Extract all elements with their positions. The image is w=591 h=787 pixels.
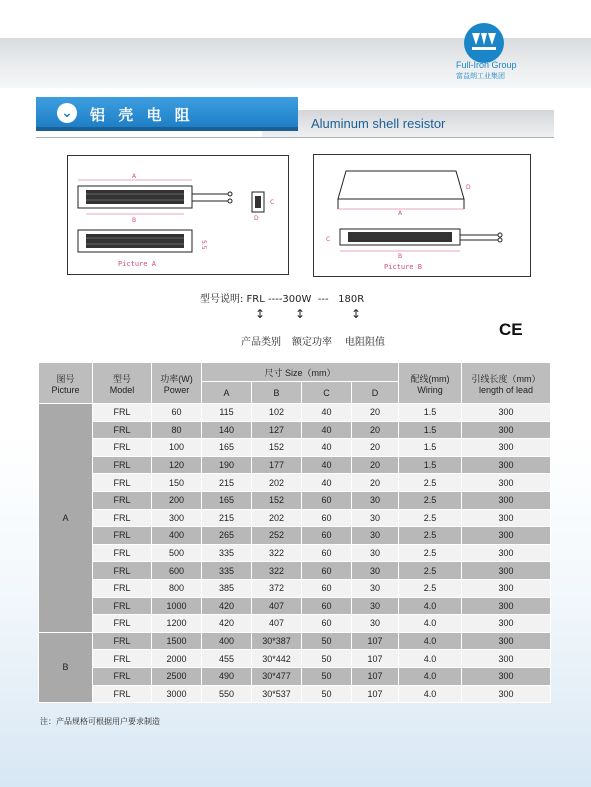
table-row bbox=[39, 404, 551, 422]
table-cell: 4.0 bbox=[399, 632, 462, 650]
table-cell: 335 bbox=[202, 562, 252, 580]
table-cell: 40 bbox=[302, 439, 352, 457]
table-cell: 300 bbox=[462, 404, 551, 422]
table-cell: FRL bbox=[93, 562, 152, 580]
table-cell: 40 bbox=[302, 474, 352, 492]
table-cell: 107 bbox=[352, 667, 399, 685]
table-cell: 165 bbox=[202, 439, 252, 457]
table-cell: 2500 bbox=[152, 667, 202, 685]
table-cell: 107 bbox=[352, 650, 399, 668]
label-rated-power: 额定功率 bbox=[292, 337, 332, 348]
figure-picture-a bbox=[67, 155, 289, 275]
table-cell: 4.0 bbox=[399, 685, 462, 703]
table-cell: 2.5 bbox=[399, 544, 462, 562]
table-cell: 420 bbox=[202, 615, 252, 633]
table-cell: 115 bbox=[202, 404, 252, 422]
table-cell: 300 bbox=[462, 527, 551, 545]
table-cell: FRL bbox=[93, 509, 152, 527]
table-cell: FRL bbox=[93, 632, 152, 650]
table-cell: 150 bbox=[152, 474, 202, 492]
dim-label: B bbox=[398, 253, 403, 260]
table-cell: 2000 bbox=[152, 650, 202, 668]
table-cell: 30 bbox=[352, 597, 399, 615]
table-cell: 322 bbox=[252, 562, 302, 580]
table-cell: 400 bbox=[202, 632, 252, 650]
table-row bbox=[39, 667, 551, 685]
table-cell: 500 bbox=[152, 544, 202, 562]
dim-label: C bbox=[270, 199, 275, 206]
table-cell: 40 bbox=[302, 421, 352, 439]
table-cell: 102 bbox=[252, 404, 302, 422]
brand-name-cn: 富益朗工业集团 bbox=[456, 72, 505, 80]
model-code-line: 型号说明: FRL ----300W --- 180R bbox=[200, 294, 365, 305]
table-cell: 20 bbox=[352, 439, 399, 457]
table-cell: 100 bbox=[152, 439, 202, 457]
header-model: 型号 Model bbox=[93, 363, 152, 404]
dim-label: A bbox=[398, 210, 403, 217]
dim-label: D bbox=[466, 184, 471, 191]
spec-table-body bbox=[39, 404, 551, 703]
table-cell: 30*477 bbox=[252, 667, 302, 685]
table-cell: 30 bbox=[352, 527, 399, 545]
table-cell: 190 bbox=[202, 456, 252, 474]
brand-name-en: Full-Iron Group bbox=[456, 60, 517, 70]
table-row bbox=[39, 474, 551, 492]
table-cell: 300 bbox=[152, 509, 202, 527]
table-cell: 300 bbox=[462, 474, 551, 492]
table-cell: 3000 bbox=[152, 685, 202, 703]
table-cell: 50 bbox=[302, 667, 352, 685]
header-power: 功率(W) Power bbox=[152, 363, 202, 404]
table-cell: 60 bbox=[302, 527, 352, 545]
table-row bbox=[39, 685, 551, 703]
table-cell: 4.0 bbox=[399, 667, 462, 685]
up-down-arrow-icon: ↕ bbox=[295, 307, 306, 321]
table-cell: 600 bbox=[152, 562, 202, 580]
table-cell: 30 bbox=[352, 491, 399, 509]
table-cell: 165 bbox=[202, 491, 252, 509]
table-cell: 127 bbox=[252, 421, 302, 439]
spec-table bbox=[38, 362, 551, 703]
table-cell: 300 bbox=[462, 562, 551, 580]
table-cell: 30*387 bbox=[252, 632, 302, 650]
section-title-cn: 铝 壳 电 阻 bbox=[90, 106, 194, 124]
footnote: 注：产品规格可根据用户要求制造 bbox=[40, 717, 160, 726]
table-cell: 300 bbox=[462, 650, 551, 668]
table-cell: 407 bbox=[252, 597, 302, 615]
title-ribbon-shadow bbox=[36, 127, 298, 131]
up-down-arrow-icon: ↕ bbox=[255, 307, 266, 321]
table-cell: 300 bbox=[462, 615, 551, 633]
ce-mark: CE bbox=[499, 320, 523, 339]
table-cell: 120 bbox=[152, 456, 202, 474]
table-cell: 1.5 bbox=[399, 404, 462, 422]
dim-label: B bbox=[132, 217, 137, 224]
table-cell: 800 bbox=[152, 579, 202, 597]
table-cell: 400 bbox=[152, 527, 202, 545]
table-cell: 2.5 bbox=[399, 491, 462, 509]
table-cell: FRL bbox=[93, 685, 152, 703]
table-cell: FRL bbox=[93, 579, 152, 597]
title-underline bbox=[36, 137, 554, 138]
header-wiring: 配线(mm) Wiring bbox=[399, 363, 462, 404]
table-row bbox=[39, 456, 551, 474]
table-row bbox=[39, 544, 551, 562]
table-cell: 20 bbox=[352, 474, 399, 492]
header-size: 尺寸 Size（mm） bbox=[202, 363, 399, 382]
table-row bbox=[39, 527, 551, 545]
table-cell: 30*442 bbox=[252, 650, 302, 668]
table-cell: 2.5 bbox=[399, 579, 462, 597]
section-title-en: Aluminum shell resistor bbox=[311, 116, 446, 131]
table-cell: 152 bbox=[252, 439, 302, 457]
table-cell: 60 bbox=[302, 579, 352, 597]
chevron-down-icon: ⌄ bbox=[57, 103, 77, 123]
table-row bbox=[39, 562, 551, 580]
table-cell: 252 bbox=[252, 527, 302, 545]
table-cell: 385 bbox=[202, 579, 252, 597]
table-cell: 322 bbox=[252, 544, 302, 562]
table-cell: 372 bbox=[252, 579, 302, 597]
table-cell: FRL bbox=[93, 650, 152, 668]
picture-a-caption: Picture A bbox=[118, 260, 156, 268]
table-cell: 1.5 bbox=[399, 456, 462, 474]
table-cell: 300 bbox=[462, 597, 551, 615]
table-cell: 202 bbox=[252, 509, 302, 527]
table-cell: 1.5 bbox=[399, 439, 462, 457]
table-cell: 30 bbox=[352, 509, 399, 527]
table-cell: 300 bbox=[462, 421, 551, 439]
table-cell: 300 bbox=[462, 632, 551, 650]
table-cell: 140 bbox=[202, 421, 252, 439]
table-cell: FRL bbox=[93, 527, 152, 545]
header-lead: 引线长度（mm） length of lead bbox=[462, 363, 551, 404]
table-row bbox=[39, 650, 551, 668]
table-cell: 107 bbox=[352, 685, 399, 703]
table-row bbox=[39, 509, 551, 527]
table-cell: 152 bbox=[252, 491, 302, 509]
table-cell: 300 bbox=[462, 509, 551, 527]
table-cell: 490 bbox=[202, 667, 252, 685]
table-cell: 300 bbox=[462, 685, 551, 703]
table-cell: 30 bbox=[352, 544, 399, 562]
table-cell: 60 bbox=[302, 509, 352, 527]
table-cell: FRL bbox=[93, 404, 152, 422]
table-row bbox=[39, 491, 551, 509]
table-row bbox=[39, 597, 551, 615]
table-cell: 50 bbox=[302, 650, 352, 668]
table-row bbox=[39, 421, 551, 439]
figure-picture-b bbox=[313, 154, 531, 277]
table-cell: FRL bbox=[93, 615, 152, 633]
table-cell: 200 bbox=[152, 491, 202, 509]
table-cell: 420 bbox=[202, 597, 252, 615]
table-cell: 20 bbox=[352, 456, 399, 474]
table-cell: 2.5 bbox=[399, 474, 462, 492]
picture-cell: B bbox=[39, 632, 93, 702]
table-cell: 1000 bbox=[152, 597, 202, 615]
header-dim-a: A bbox=[202, 382, 252, 404]
dim-label: A bbox=[132, 173, 137, 180]
table-cell: 300 bbox=[462, 667, 551, 685]
table-cell: 40 bbox=[302, 456, 352, 474]
table-cell: 50 bbox=[302, 685, 352, 703]
table-cell: 407 bbox=[252, 615, 302, 633]
table-cell: 300 bbox=[462, 579, 551, 597]
table-row bbox=[39, 632, 551, 650]
table-cell: 4.0 bbox=[399, 597, 462, 615]
table-cell: 30 bbox=[352, 615, 399, 633]
dim-label: 5.5 bbox=[200, 240, 207, 250]
table-cell: 455 bbox=[202, 650, 252, 668]
table-cell: FRL bbox=[93, 456, 152, 474]
table-cell: 1200 bbox=[152, 615, 202, 633]
table-cell: 265 bbox=[202, 527, 252, 545]
table-cell: 80 bbox=[152, 421, 202, 439]
table-cell: 60 bbox=[302, 562, 352, 580]
table-cell: 2.5 bbox=[399, 562, 462, 580]
table-cell: FRL bbox=[93, 421, 152, 439]
header-dim-c: C bbox=[302, 382, 352, 404]
table-cell: FRL bbox=[93, 491, 152, 509]
up-down-arrow-icon: ↕ bbox=[351, 307, 362, 321]
table-cell: 50 bbox=[302, 632, 352, 650]
table-row bbox=[39, 579, 551, 597]
table-cell: 300 bbox=[462, 491, 551, 509]
dim-label: C bbox=[326, 236, 331, 243]
table-cell: 202 bbox=[252, 474, 302, 492]
table-cell: FRL bbox=[93, 597, 152, 615]
label-resistance: 电阻阻值 bbox=[345, 337, 385, 348]
dim-label: D bbox=[254, 215, 259, 222]
table-cell: 335 bbox=[202, 544, 252, 562]
table-cell: 300 bbox=[462, 456, 551, 474]
table-cell: 1.5 bbox=[399, 421, 462, 439]
table-cell: 40 bbox=[302, 404, 352, 422]
table-cell: 177 bbox=[252, 456, 302, 474]
table-cell: 60 bbox=[302, 544, 352, 562]
table-cell: 20 bbox=[352, 404, 399, 422]
table-cell: 300 bbox=[462, 544, 551, 562]
header-dim-d: D bbox=[352, 382, 399, 404]
table-cell: 30 bbox=[352, 562, 399, 580]
table-row bbox=[39, 615, 551, 633]
table-cell: 550 bbox=[202, 685, 252, 703]
resistor-drawing-a bbox=[68, 156, 288, 274]
table-cell: FRL bbox=[93, 474, 152, 492]
table-cell: 30 bbox=[352, 579, 399, 597]
table-cell: 2.5 bbox=[399, 527, 462, 545]
table-cell: 60 bbox=[152, 404, 202, 422]
table-cell: 4.0 bbox=[399, 650, 462, 668]
table-cell: 2.5 bbox=[399, 509, 462, 527]
resistor-drawing-b bbox=[314, 155, 530, 276]
table-cell: 60 bbox=[302, 615, 352, 633]
table-cell: FRL bbox=[93, 439, 152, 457]
table-cell: 4.0 bbox=[399, 615, 462, 633]
logo-mark-icon bbox=[452, 23, 512, 63]
table-cell: FRL bbox=[93, 544, 152, 562]
table-cell: 30*537 bbox=[252, 685, 302, 703]
table-cell: 60 bbox=[302, 491, 352, 509]
label-product-category: 产品类别 bbox=[241, 337, 281, 348]
picture-b-caption: Picture B bbox=[384, 263, 422, 271]
table-cell: 107 bbox=[352, 632, 399, 650]
header-picture: 图号 Picture bbox=[39, 363, 93, 404]
table-cell: 215 bbox=[202, 509, 252, 527]
table-cell: FRL bbox=[93, 667, 152, 685]
picture-cell: A bbox=[39, 404, 93, 633]
table-cell: 60 bbox=[302, 597, 352, 615]
header-dim-b: B bbox=[252, 382, 302, 404]
table-row bbox=[39, 439, 551, 457]
table-cell: 215 bbox=[202, 474, 252, 492]
table-cell: 20 bbox=[352, 421, 399, 439]
table-cell: 1500 bbox=[152, 632, 202, 650]
table-cell: 300 bbox=[462, 439, 551, 457]
